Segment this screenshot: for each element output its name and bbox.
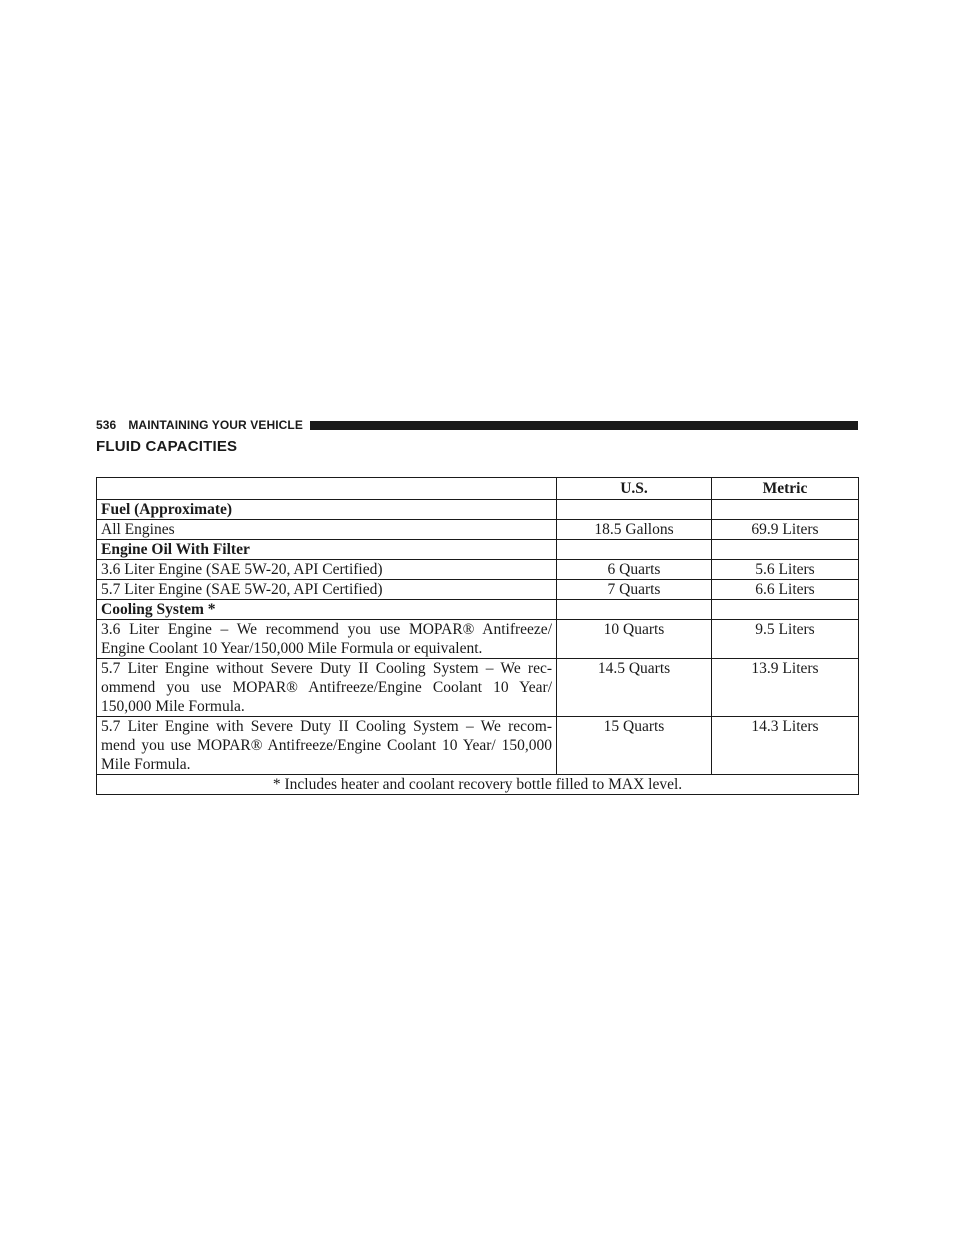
us-value: 15 Quarts — [557, 717, 712, 775]
metric-value: 14.3 Liters — [712, 717, 859, 775]
metric-value: 69.9 Liters — [712, 520, 859, 540]
us-value: 14.5 Quarts — [557, 659, 712, 717]
table-row-section — [97, 600, 859, 620]
table-row-section — [97, 500, 859, 520]
section-label-fuel: Fuel (Approximate) — [97, 500, 557, 520]
table-row — [97, 659, 859, 717]
page-title: FLUID CAPACITIES — [96, 438, 238, 455]
column-header-us: U.S. — [557, 478, 712, 500]
section-title: MAINTAINING YOUR VEHICLE — [128, 418, 303, 432]
table-row — [97, 620, 859, 659]
us-value: 7 Quarts — [557, 580, 712, 600]
row-label: 3.6 Liter Engine – We recommend you use MOPAR® Antifreeze/ Engine Coolant 10 Year/150,000 Mile Formula or equivalent. — [97, 620, 557, 659]
column-header-metric: Metric — [712, 478, 859, 500]
us-value: 6 Quarts — [557, 560, 712, 580]
metric-value: 9.5 Liters — [712, 620, 859, 659]
metric-value — [712, 540, 859, 560]
section-label-cooling-system: Cooling System * — [97, 600, 557, 620]
us-value — [557, 540, 712, 560]
row-label: All Engines — [97, 520, 557, 540]
header-rule — [310, 421, 858, 430]
metric-value — [712, 500, 859, 520]
table-footnote: * Includes heater and coolant recovery bottle filled to MAX level. — [97, 775, 859, 795]
section-label-engine-oil: Engine Oil With Filter — [97, 540, 557, 560]
us-value: 10 Quarts — [557, 620, 712, 659]
metric-value — [712, 600, 859, 620]
table-header-row — [97, 478, 859, 500]
table-row-section — [97, 540, 859, 560]
table-row — [97, 717, 859, 775]
us-value — [557, 600, 712, 620]
column-header-item — [97, 478, 557, 500]
table-footnote-row — [97, 775, 859, 795]
row-label: 5.7 Liter Engine (SAE 5W-20, API Certified) — [97, 580, 557, 600]
metric-value: 6.6 Liters — [712, 580, 859, 600]
us-value — [557, 500, 712, 520]
page-header — [96, 417, 858, 433]
metric-value: 5.6 Liters — [712, 560, 859, 580]
us-value: 18.5 Gallons — [557, 520, 712, 540]
fluid-capacities-table — [96, 477, 859, 795]
table-row — [97, 560, 859, 580]
table-row — [97, 580, 859, 600]
row-label: 5.7 Liter Engine without Severe Duty II Cooling System – We rec- ommend you use MOPAR® Antifreeze/Engine Coolant 10 Year/ 150,000 Mile Formula. — [97, 659, 557, 717]
page-number: 536 — [96, 418, 117, 432]
metric-value: 13.9 Liters — [712, 659, 859, 717]
table-row — [97, 520, 859, 540]
row-label: 5.7 Liter Engine with Severe Duty II Cooling System – We recom- mend you use MOPAR® Antifreeze/Engine Coolant 10 Year/ 150,000 Mile Formula. — [97, 717, 557, 775]
row-label: 3.6 Liter Engine (SAE 5W-20, API Certified) — [97, 560, 557, 580]
